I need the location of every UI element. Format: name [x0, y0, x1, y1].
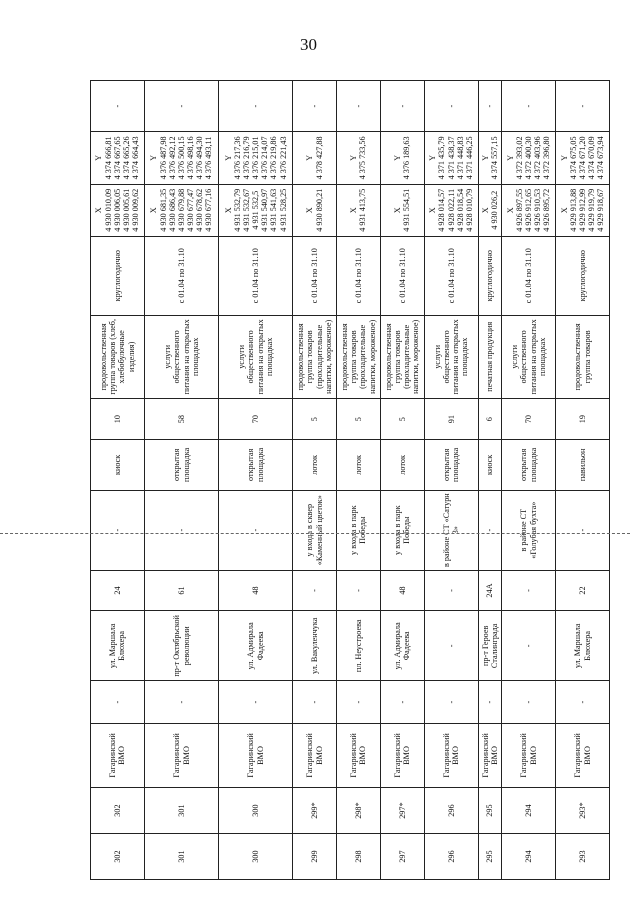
cut-line [0, 533, 630, 534]
house-cell: 48 [219, 570, 293, 610]
table-row [502, 81, 556, 880]
scheme-number-cell: 295 [478, 788, 502, 834]
table-row [478, 81, 502, 880]
coord-x-cell [337, 184, 381, 236]
coord-x-cell [380, 184, 424, 236]
coord-x-value: 4 926 895,72 [542, 188, 552, 232]
coord-y-value: 4 376 493,11 [204, 136, 214, 180]
coord-x-value: 4 928 014,57 [437, 188, 447, 232]
coord-x-value: X [223, 207, 233, 214]
coord-y-value: Y [393, 154, 403, 161]
coord-x-value: X [480, 207, 490, 214]
coord-x-value: 4 930 679,88 [176, 188, 186, 232]
rotated-table-wrapper [90, 80, 610, 880]
area-cell: 5 [293, 399, 337, 440]
coord-y-value: 4 376 216,79 [241, 136, 251, 180]
coord-x-value: 4 930 677,47 [186, 188, 196, 232]
house-cell: 22 [556, 570, 610, 610]
flag-cell: - [219, 681, 293, 723]
specialization-cell: печатная продукция [478, 315, 502, 398]
page-number: 30 [300, 35, 317, 54]
coord-x-value: 4 930 681,35 [158, 188, 168, 232]
note-cell: - [219, 81, 293, 132]
area-cell: 5 [337, 399, 381, 440]
flag-cell: - [144, 681, 218, 723]
coord-x-value: 4 930 026,2 [489, 190, 499, 230]
coord-y-value: 4 375 733,56 [358, 136, 368, 180]
row-number-cell: 293 [556, 834, 610, 880]
coord-x-cell [219, 184, 293, 236]
row-number-cell: 295 [478, 834, 502, 880]
table-row [91, 81, 145, 880]
note-cell: - [293, 81, 337, 132]
coord-x-value: 4 930 009,62 [131, 188, 141, 232]
coord-x-cell [502, 184, 556, 236]
house-cell: - [502, 570, 556, 610]
specialization-cell: услуги общественного питания на открытых площадках [219, 315, 293, 398]
flag-cell: - [502, 681, 556, 723]
coord-y-value: 4 374 665,26 [122, 136, 132, 180]
area-cell: 6 [478, 399, 502, 440]
landmark-cell: - [556, 490, 610, 570]
object-type-cell: открытая площадка [219, 440, 293, 490]
district-cell: Гагаринский ВМО [380, 723, 424, 787]
coord-x-cell [478, 184, 502, 236]
scheme-number-cell: 297* [380, 788, 424, 834]
row-number-cell: 301 [144, 834, 218, 880]
area-cell: 70 [502, 399, 556, 440]
coord-y-value: 4 372 400,30 [523, 136, 533, 180]
coord-x-value: 4 929 918,67 [596, 188, 606, 232]
coord-x-value: X [393, 207, 403, 214]
period-cell: с 01.04 по 31.10 [219, 236, 293, 315]
specialization-cell: продовольственная группа товаров (прохладительные напитки, мороженое) [293, 315, 337, 398]
period-cell: с 01.04 по 31.10 [337, 236, 381, 315]
coord-x-value: 4 929 912,99 [577, 188, 587, 232]
row-number-cell: 296 [424, 834, 478, 880]
landmark-cell: у входа в сквер «Каменный цветок» [293, 490, 337, 570]
coord-x-value: 4 931 413,75 [358, 188, 368, 232]
district-cell: Гагаринский ВМО [337, 723, 381, 787]
flag-cell: - [478, 681, 502, 723]
coord-x-value: 4 930 678,62 [195, 188, 205, 232]
district-cell: Гагаринский ВМО [144, 723, 218, 787]
specialization-cell: продовольственная группа товаров (хлеб, хлебобулочные изделия) [91, 315, 145, 398]
coord-y-value: 4 374 666,81 [103, 136, 113, 180]
coord-x-value: 4 931 540,97 [260, 188, 270, 232]
street-cell: ул. Вакуленчука [293, 611, 337, 681]
coord-y-cell [424, 132, 478, 184]
coord-x-value: 4 930 010,09 [103, 188, 113, 232]
coord-y-value: Y [480, 154, 490, 161]
scheme-number-cell: 294 [502, 788, 556, 834]
coord-y-value: 4 376 492,12 [167, 136, 177, 180]
coord-y-cell [293, 132, 337, 184]
street-cell: ул. Маршала Блюхера [556, 611, 610, 681]
area-cell: 19 [556, 399, 610, 440]
note-cell: - [91, 81, 145, 132]
table-row [380, 81, 424, 880]
coord-x-value: X [559, 207, 569, 214]
coord-x-value: 4 930 890,21 [314, 188, 324, 232]
coord-y-value: 4 371 435,79 [437, 136, 447, 180]
flag-cell: - [556, 681, 610, 723]
district-cell: Гагаринский ВМО [219, 723, 293, 787]
coord-x-value: 4 926 897,55 [514, 188, 524, 232]
coord-y-value: 4 374 664,43 [131, 136, 141, 180]
district-cell: Гагаринский ВМО [502, 723, 556, 787]
note-cell: - [380, 81, 424, 132]
coord-x-value: 4 930 686,43 [167, 188, 177, 232]
coord-y-value: 4 372 403,96 [533, 136, 543, 180]
coord-x-value: 4 930 677,16 [204, 188, 214, 232]
landmark-cell: - [478, 490, 502, 570]
specialization-cell: услуги общественного питания на открытых площадках [424, 315, 478, 398]
area-cell: 5 [380, 399, 424, 440]
flag-cell: - [337, 681, 381, 723]
coord-x-value: X [349, 207, 359, 214]
coord-y-value: 4 372 396,80 [542, 136, 552, 180]
coord-y-value: 4 376 500,15 [176, 136, 186, 180]
period-cell: с 01.04 по 31.10 [380, 236, 424, 315]
table-row [556, 81, 610, 880]
street-cell: ул. Маршала Блюхера [91, 611, 145, 681]
coord-x-value: X [94, 207, 104, 214]
coord-y-value: 4 374 673,94 [596, 136, 606, 180]
scheme-number-cell: 302 [91, 788, 145, 834]
coord-y-value: Y [223, 154, 233, 161]
specialization-cell: услуги общественного питания на открытых площадках [144, 315, 218, 398]
coord-y-cell [380, 132, 424, 184]
coord-x-value: 4 931 554,51 [402, 188, 412, 232]
coord-x-cell [424, 184, 478, 236]
object-type-cell: киоск [478, 440, 502, 490]
street-cell: ул. Адмирала Фадеева [380, 611, 424, 681]
row-number-cell: 299 [293, 834, 337, 880]
landmark-cell: - [91, 490, 145, 570]
street-cell: - [502, 611, 556, 681]
note-cell: - [556, 81, 610, 132]
coord-x-value: 4 926 910,53 [533, 188, 543, 232]
coord-x-value: 4 929 919,79 [587, 188, 597, 232]
house-cell: - [337, 570, 381, 610]
coord-x-value: X [305, 207, 315, 214]
landmark-cell: - [219, 490, 293, 570]
coord-x-value: 4 931 528,25 [278, 188, 288, 232]
row-number-cell: 298 [337, 834, 381, 880]
period-cell: с 01.04 по 31.10 [502, 236, 556, 315]
house-cell: 48 [380, 570, 424, 610]
scheme-number-cell: 299* [293, 788, 337, 834]
coord-y-value: 4 374 557,15 [489, 136, 499, 180]
object-type-cell: открытая площадка [144, 440, 218, 490]
coord-x-value: 4 931 532,5 [251, 190, 261, 230]
coord-y-value: Y [505, 154, 515, 161]
coord-x-value: 4 928 018,54 [455, 188, 465, 232]
object-type-cell: лоток [380, 440, 424, 490]
object-type-cell: лоток [337, 440, 381, 490]
note-cell: - [144, 81, 218, 132]
coord-y-cell [219, 132, 293, 184]
street-cell: пр-т Октябрьской революции [144, 611, 218, 681]
table-row [337, 81, 381, 880]
table-row [144, 81, 218, 880]
coord-y-value: Y [94, 154, 104, 161]
coord-x-value: X [428, 207, 438, 214]
house-cell: 24 [91, 570, 145, 610]
coord-y-value: 4 374 675,05 [568, 136, 578, 180]
specialization-cell: продовольственная группа товаров [556, 315, 610, 398]
period-cell: с 01.04 по 31.10 [424, 236, 478, 315]
district-cell: Гагаринский ВМО [556, 723, 610, 787]
coord-x-value: 4 928 022,11 [446, 188, 456, 232]
coord-x-cell [293, 184, 337, 236]
flag-cell: - [380, 681, 424, 723]
area-cell: 10 [91, 399, 145, 440]
flag-cell: - [293, 681, 337, 723]
coord-x-value: 4 931 541,63 [269, 188, 279, 232]
coord-y-value: 4 378 427,88 [314, 136, 324, 180]
coord-x-value: 4 931 532,67 [241, 188, 251, 232]
district-cell: Гагаринский ВМО [424, 723, 478, 787]
scheme-number-cell: 300 [219, 788, 293, 834]
landmark-cell: у входа в парк Победы [337, 490, 381, 570]
specialization-cell: услуги общественного питания на открытых площадках [502, 315, 556, 398]
scheme-number-cell: 293* [556, 788, 610, 834]
table-row [219, 81, 293, 880]
street-cell: ул. Адмирала Фадеева [219, 611, 293, 681]
landmark-cell: в районе СТ «Голубая бухта» [502, 490, 556, 570]
period-cell: круглогодично [478, 236, 502, 315]
area-cell: 70 [219, 399, 293, 440]
coord-y-value: 4 376 494,30 [195, 136, 205, 180]
object-type-cell: киоск [91, 440, 145, 490]
period-cell: круглогодично [556, 236, 610, 315]
coord-x-value: 4 930 006,05 [112, 188, 122, 232]
coord-y-value: 4 371 446,25 [464, 136, 474, 180]
coord-y-value: 4 376 221,43 [278, 136, 288, 180]
coord-x-cell [556, 184, 610, 236]
coord-y-value: 4 376 487,98 [158, 136, 168, 180]
house-cell: - [424, 570, 478, 610]
object-type-cell: открытая площадка [502, 440, 556, 490]
coord-y-cell [144, 132, 218, 184]
scheme-number-cell: 296 [424, 788, 478, 834]
coord-y-cell [91, 132, 145, 184]
specialization-cell: продовольственная группа товаров (прохладительные напитки, мороженое) [380, 315, 424, 398]
period-cell: с 01.04 по 31.10 [144, 236, 218, 315]
coord-y-value: 4 374 671,20 [577, 136, 587, 180]
row-number-cell: 297 [380, 834, 424, 880]
coord-x-value: X [149, 207, 159, 214]
coord-y-value: 4 376 189,63 [402, 136, 412, 180]
coord-x-value: 4 929 913,88 [568, 188, 578, 232]
coord-y-value: Y [305, 154, 315, 161]
coord-y-value: 4 374 670,09 [587, 136, 597, 180]
landmark-cell: - [144, 490, 218, 570]
object-type-cell: лоток [293, 440, 337, 490]
object-type-cell: павильон [556, 440, 610, 490]
period-cell: с 01.04 по 31.10 [293, 236, 337, 315]
note-cell: - [478, 81, 502, 132]
coord-x-value: 4 926 912,65 [523, 188, 533, 232]
coord-y-value: 4 376 215,01 [251, 136, 261, 180]
trade-objects-table [90, 80, 610, 880]
street-cell: пр-т Героев Сталинграда [478, 611, 502, 681]
street-cell: пл. Неустроева [337, 611, 381, 681]
landmark-cell: в районе СТ «Сатурн 3» [424, 490, 478, 570]
coord-y-value: Y [349, 154, 359, 161]
coord-y-value: 4 376 219,86 [269, 136, 279, 180]
coord-x-value: 4 928 010,79 [464, 188, 474, 232]
house-cell: 24А [478, 570, 502, 610]
period-cell: круглогодично [91, 236, 145, 315]
coord-y-value: Y [428, 154, 438, 161]
house-cell: 61 [144, 570, 218, 610]
coord-y-value: 4 371 438,37 [446, 136, 456, 180]
area-cell: 91 [424, 399, 478, 440]
landmark-cell: у входа в парк Победы [380, 490, 424, 570]
note-cell: - [424, 81, 478, 132]
street-cell: - [424, 611, 478, 681]
coord-y-cell [502, 132, 556, 184]
coord-y-value: 4 376 214,07 [260, 136, 270, 180]
coord-y-cell [337, 132, 381, 184]
scheme-number-cell: 301 [144, 788, 218, 834]
district-cell: Гагаринский ВМО [91, 723, 145, 787]
coord-y-value: 4 376 217,36 [232, 136, 242, 180]
house-cell: - [293, 570, 337, 610]
row-number-cell: 294 [502, 834, 556, 880]
coord-y-value: 4 371 448,83 [455, 136, 465, 180]
coord-y-cell [556, 132, 610, 184]
row-number-cell: 302 [91, 834, 145, 880]
district-cell: Гагаринский ВМО [478, 723, 502, 787]
note-cell: - [337, 81, 381, 132]
row-number-cell: 300 [219, 834, 293, 880]
object-type-cell: открытая площадка [424, 440, 478, 490]
coord-x-value: 4 931 532,79 [232, 188, 242, 232]
coord-y-value: Y [559, 154, 569, 161]
coord-y-cell [478, 132, 502, 184]
coord-x-value: X [505, 207, 515, 214]
coord-y-value: 4 376 498,16 [186, 136, 196, 180]
table-body [91, 81, 610, 880]
coord-y-value: 4 372 393,02 [514, 136, 524, 180]
scheme-number-cell: 298* [337, 788, 381, 834]
table-row [424, 81, 478, 880]
coord-x-cell [144, 184, 218, 236]
coord-y-value: Y [149, 154, 159, 161]
coord-y-value: 4 374 667,65 [112, 136, 122, 180]
area-cell: 58 [144, 399, 218, 440]
table-row [293, 81, 337, 880]
flag-cell: - [91, 681, 145, 723]
district-cell: Гагаринский ВМО [293, 723, 337, 787]
specialization-cell: продовольственная группа товаров (прохладительные напитки, мороженое) [337, 315, 381, 398]
coord-x-cell [91, 184, 145, 236]
coord-x-value: 4 930 005,61 [122, 188, 132, 232]
flag-cell: - [424, 681, 478, 723]
note-cell: - [502, 81, 556, 132]
